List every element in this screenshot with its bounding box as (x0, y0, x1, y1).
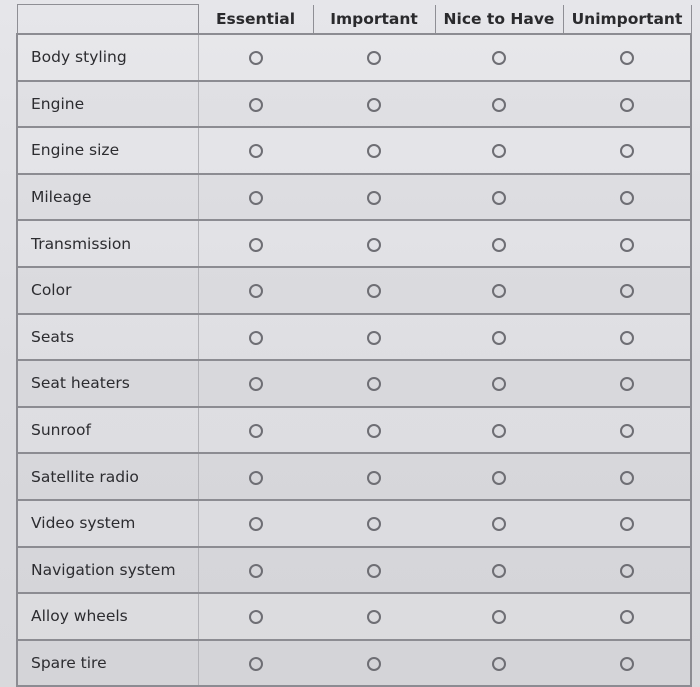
matrix-row (17, 220, 691, 267)
radio-button-unselected-icon[interactable] (249, 144, 263, 158)
row-label: Color (17, 267, 198, 314)
row-label: Satellite radio (17, 453, 198, 500)
radio-button-unselected-icon[interactable] (620, 238, 634, 252)
radio-button-unselected-icon[interactable] (367, 51, 381, 65)
radio-button-unselected-icon[interactable] (620, 564, 634, 578)
matrix-row (17, 640, 691, 687)
radio-button-unselected-icon[interactable] (620, 657, 634, 671)
rating-cell-important (313, 81, 435, 128)
radio-button-unselected-icon[interactable] (249, 238, 263, 252)
rating-cell-essential (198, 640, 313, 687)
column-header-unimportant: Unimportant (563, 5, 691, 35)
rating-cell-nice-to-have (435, 407, 563, 454)
matrix-row (17, 267, 691, 314)
column-header-nice-to-have: Nice to Have (435, 5, 563, 35)
rating-cell-essential (198, 407, 313, 454)
rating-cell-nice-to-have (435, 174, 563, 221)
rating-cell-essential (198, 267, 313, 314)
radio-button-unselected-icon[interactable] (492, 284, 506, 298)
rating-cell-essential (198, 220, 313, 267)
rating-cell-essential (198, 314, 313, 361)
radio-button-unselected-icon[interactable] (620, 191, 634, 205)
radio-button-unselected-icon[interactable] (492, 331, 506, 345)
header-corner-cell (17, 5, 198, 35)
rating-cell-important (313, 34, 435, 81)
rating-cell-essential (198, 127, 313, 174)
rating-cell-important (313, 500, 435, 547)
radio-button-unselected-icon[interactable] (620, 284, 634, 298)
matrix-row (17, 547, 691, 594)
rating-cell-essential (198, 174, 313, 221)
row-label: Sunroof (17, 407, 198, 454)
rating-cell-essential (198, 547, 313, 594)
rating-cell-unimportant (563, 547, 691, 594)
matrix-row (17, 453, 691, 500)
rating-cell-nice-to-have (435, 267, 563, 314)
row-label: Alloy wheels (17, 593, 198, 640)
rating-cell-nice-to-have (435, 500, 563, 547)
rating-cell-important (313, 267, 435, 314)
rating-cell-unimportant (563, 34, 691, 81)
row-label: Navigation system (17, 547, 198, 594)
row-label: Engine size (17, 127, 198, 174)
rating-cell-unimportant (563, 220, 691, 267)
rating-cell-nice-to-have (435, 127, 563, 174)
rating-cell-important (313, 547, 435, 594)
matrix-row (17, 360, 691, 407)
rating-cell-nice-to-have (435, 547, 563, 594)
radio-button-unselected-icon[interactable] (367, 98, 381, 112)
matrix-row (17, 127, 691, 174)
radio-button-unselected-icon[interactable] (492, 610, 506, 624)
radio-button-unselected-icon[interactable] (367, 657, 381, 671)
radio-button-unselected-icon[interactable] (620, 144, 634, 158)
row-label: Spare tire (17, 640, 198, 687)
rating-cell-nice-to-have (435, 81, 563, 128)
rating-cell-unimportant (563, 81, 691, 128)
radio-button-unselected-icon[interactable] (249, 424, 263, 438)
rating-cell-essential (198, 453, 313, 500)
matrix-row (17, 81, 691, 128)
radio-button-unselected-icon[interactable] (367, 517, 381, 531)
rating-cell-nice-to-have (435, 34, 563, 81)
row-label: Video system (17, 500, 198, 547)
rating-cell-unimportant (563, 314, 691, 361)
rating-cell-important (313, 127, 435, 174)
radio-button-unselected-icon[interactable] (249, 331, 263, 345)
rating-cell-nice-to-have (435, 360, 563, 407)
row-label: Seat heaters (17, 360, 198, 407)
radio-button-unselected-icon[interactable] (249, 98, 263, 112)
row-label: Transmission (17, 220, 198, 267)
header-row (17, 5, 691, 35)
rating-cell-unimportant (563, 593, 691, 640)
column-header-essential: Essential (198, 5, 313, 35)
radio-button-unselected-icon[interactable] (367, 610, 381, 624)
radio-button-unselected-icon[interactable] (620, 471, 634, 485)
radio-button-unselected-icon[interactable] (492, 238, 506, 252)
radio-button-unselected-icon[interactable] (367, 238, 381, 252)
radio-button-unselected-icon[interactable] (367, 377, 381, 391)
radio-button-unselected-icon[interactable] (249, 471, 263, 485)
matrix-row (17, 174, 691, 221)
radio-button-unselected-icon[interactable] (492, 377, 506, 391)
rating-cell-important (313, 453, 435, 500)
rating-cell-important (313, 360, 435, 407)
radio-button-unselected-icon[interactable] (249, 657, 263, 671)
rating-cell-essential (198, 360, 313, 407)
rating-cell-essential (198, 593, 313, 640)
rating-cell-nice-to-have (435, 453, 563, 500)
column-header-important: Important (313, 5, 435, 35)
radio-button-unselected-icon[interactable] (367, 424, 381, 438)
rating-cell-essential (198, 81, 313, 128)
radio-button-unselected-icon[interactable] (620, 424, 634, 438)
rating-cell-nice-to-have (435, 220, 563, 267)
radio-button-unselected-icon[interactable] (492, 98, 506, 112)
radio-button-unselected-icon[interactable] (492, 564, 506, 578)
radio-button-unselected-icon[interactable] (367, 564, 381, 578)
rating-matrix-table (16, 4, 692, 687)
row-label: Mileage (17, 174, 198, 221)
radio-button-unselected-icon[interactable] (620, 610, 634, 624)
radio-button-unselected-icon[interactable] (367, 144, 381, 158)
rating-cell-essential (198, 500, 313, 547)
rating-cell-unimportant (563, 174, 691, 221)
rating-cell-nice-to-have (435, 640, 563, 687)
radio-button-unselected-icon[interactable] (620, 331, 634, 345)
matrix-row (17, 500, 691, 547)
radio-button-unselected-icon[interactable] (492, 191, 506, 205)
radio-button-unselected-icon[interactable] (367, 284, 381, 298)
rating-cell-important (313, 220, 435, 267)
radio-button-unselected-icon[interactable] (620, 377, 634, 391)
rating-cell-unimportant (563, 267, 691, 314)
radio-button-unselected-icon[interactable] (249, 191, 263, 205)
radio-button-unselected-icon[interactable] (249, 284, 263, 298)
rating-cell-unimportant (563, 500, 691, 547)
rating-cell-important (313, 174, 435, 221)
radio-button-unselected-icon[interactable] (367, 471, 381, 485)
matrix-row (17, 34, 691, 81)
rating-cell-important (313, 314, 435, 361)
radio-button-unselected-icon[interactable] (620, 51, 634, 65)
radio-button-unselected-icon[interactable] (492, 657, 506, 671)
radio-button-unselected-icon[interactable] (249, 517, 263, 531)
radio-button-unselected-icon[interactable] (620, 98, 634, 112)
rating-cell-important (313, 593, 435, 640)
rating-cell-nice-to-have (435, 593, 563, 640)
rating-cell-important (313, 407, 435, 454)
matrix-row (17, 407, 691, 454)
radio-button-unselected-icon[interactable] (492, 517, 506, 531)
row-label: Body styling (17, 34, 198, 81)
radio-button-unselected-icon[interactable] (492, 424, 506, 438)
radio-button-unselected-icon[interactable] (249, 377, 263, 391)
rating-cell-unimportant (563, 407, 691, 454)
rating-cell-important (313, 640, 435, 687)
rating-cell-nice-to-have (435, 314, 563, 361)
radio-button-unselected-icon[interactable] (492, 144, 506, 158)
radio-button-unselected-icon[interactable] (367, 191, 381, 205)
radio-button-unselected-icon[interactable] (249, 564, 263, 578)
matrix-row (17, 314, 691, 361)
radio-button-unselected-icon[interactable] (492, 51, 506, 65)
row-label: Engine (17, 81, 198, 128)
row-label: Seats (17, 314, 198, 361)
rating-cell-unimportant (563, 360, 691, 407)
radio-button-unselected-icon[interactable] (367, 331, 381, 345)
radio-button-unselected-icon[interactable] (249, 51, 263, 65)
radio-button-unselected-icon[interactable] (249, 610, 263, 624)
radio-button-unselected-icon[interactable] (492, 471, 506, 485)
matrix-body (17, 34, 691, 686)
rating-cell-unimportant (563, 640, 691, 687)
rating-cell-unimportant (563, 453, 691, 500)
rating-cell-essential (198, 34, 313, 81)
rating-cell-unimportant (563, 127, 691, 174)
radio-button-unselected-icon[interactable] (620, 517, 634, 531)
matrix-row (17, 593, 691, 640)
